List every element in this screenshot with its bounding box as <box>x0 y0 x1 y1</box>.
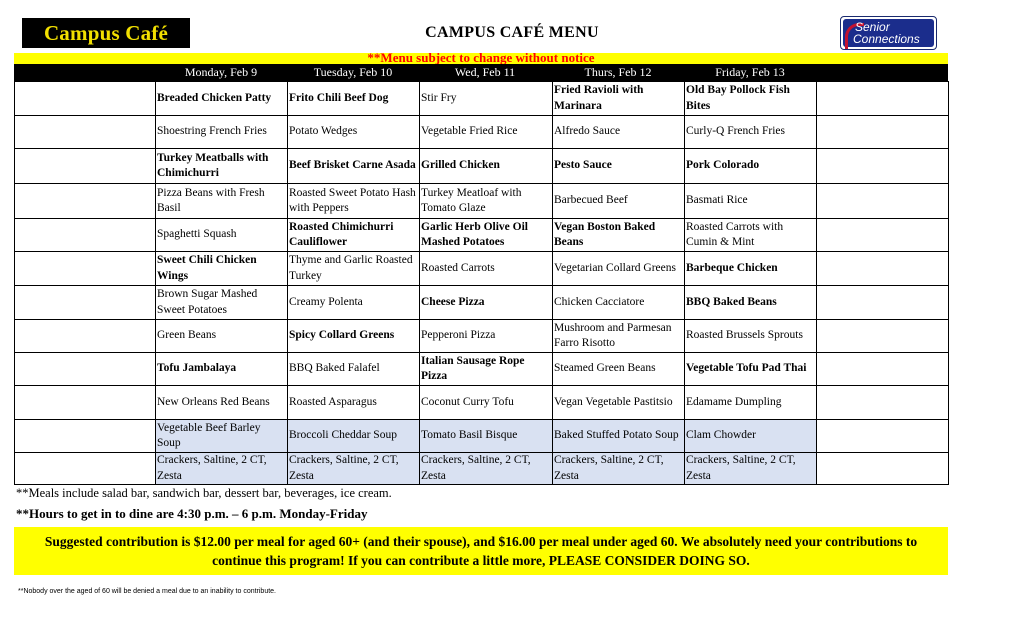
menu-row <box>15 219 949 252</box>
menu-item: Spaghetti Squash <box>156 219 288 252</box>
menu-item: Green Beans <box>156 320 288 353</box>
meals-note: **Meals include salad bar, sandwich bar, dessert bar, beverages, ice cream. <box>16 486 392 500</box>
menu-row <box>15 82 949 116</box>
empty-cell <box>15 286 156 320</box>
menu-item: Spicy Collard Greens <box>288 320 420 353</box>
menu-row <box>15 386 949 420</box>
menu-item: Coconut Curry Tofu <box>420 386 553 420</box>
empty-cell <box>817 353 949 386</box>
menu-item: Potato Wedges <box>288 116 420 149</box>
notice-text: **Menu subject to change without notice <box>367 53 595 64</box>
menu-item: Roasted Chimichurri Cauliflower <box>288 219 420 252</box>
menu-item: BBQ Baked Falafel <box>288 353 420 386</box>
notice-banner <box>14 53 948 64</box>
empty-cell <box>817 420 949 453</box>
menu-table <box>14 81 949 485</box>
empty-cell <box>15 386 156 420</box>
menu-item: Italian Sausage Rope Pizza <box>420 353 553 386</box>
menu-item: Fried Ravioli with Marinara <box>553 82 685 116</box>
contribution-banner <box>14 527 948 575</box>
empty-cell <box>15 320 156 353</box>
empty-cell <box>15 82 156 116</box>
menu-item: Grilled Chicken <box>420 149 553 184</box>
empty-cell <box>817 219 949 252</box>
empty-cell <box>817 116 949 149</box>
day-header-thursday: Thurs, Feb 12 <box>584 65 652 79</box>
empty-cell <box>15 353 156 386</box>
logo-line-1: Senior <box>855 20 890 34</box>
menu-item: Frito Chili Beef Dog <box>288 82 420 116</box>
day-header-friday: Friday, Feb 13 <box>715 65 785 79</box>
menu-item: Stir Fry <box>420 82 553 116</box>
menu-row <box>15 252 949 286</box>
menu-row <box>15 149 949 184</box>
menu-item: Breaded Chicken Patty <box>156 82 288 116</box>
day-header-wednesday: Wed, Feb 11 <box>454 65 516 79</box>
menu-item: Basmati Rice <box>685 184 817 219</box>
menu-item: Steamed Green Beans <box>553 353 685 386</box>
menu-item: Crackers, Saltine, 2 CT, Zesta <box>420 453 553 485</box>
menu-item: Vegetable Fried Rice <box>420 116 553 149</box>
menu-item: Crackers, Saltine, 2 CT, Zesta <box>156 453 288 485</box>
menu-item: Turkey Meatloaf with Tomato Glaze <box>420 184 553 219</box>
hours-note: **Hours to get in to dine are 4:30 p.m. – 6 p.m. Monday-Friday <box>16 506 368 521</box>
empty-cell <box>15 219 156 252</box>
menu-item: Alfredo Sauce <box>553 116 685 149</box>
menu-item: Vegetable Beef Barley Soup <box>156 420 288 453</box>
menu-row <box>15 184 949 219</box>
menu-item: Roasted Sweet Potato Hash with Peppers <box>288 184 420 219</box>
menu-item: Broccoli Cheddar Soup <box>288 420 420 453</box>
menu-item: Tomato Basil Bisque <box>420 420 553 453</box>
menu-item: Vegan Boston Baked Beans <box>553 219 685 252</box>
menu-item: Pepperoni Pizza <box>420 320 553 353</box>
menu-item: Garlic Herb Olive Oil Mashed Potatoes <box>420 219 553 252</box>
menu-item: Baked Stuffed Potato Soup <box>553 420 685 453</box>
empty-cell <box>817 386 949 420</box>
menu-item: Cheese Pizza <box>420 286 553 320</box>
logo-line-2: Connections <box>853 32 920 46</box>
menu-item: Barbecued Beef <box>553 184 685 219</box>
day-header-tuesday: Tuesday, Feb 10 <box>313 65 393 79</box>
menu-item: Sweet Chili Chicken Wings <box>156 252 288 286</box>
empty-cell <box>15 149 156 184</box>
empty-cell <box>817 252 949 286</box>
day-header-monday: Monday, Feb 9 <box>184 65 258 79</box>
empty-cell <box>817 320 949 353</box>
menu-item: BBQ Baked Beans <box>685 286 817 320</box>
menu-item: Brown Sugar Mashed Sweet Potatoes <box>156 286 288 320</box>
menu-item: Pesto Sauce <box>553 149 685 184</box>
menu-item: Thyme and Garlic Roasted Turkey <box>288 252 420 286</box>
menu-item: Tofu Jambalaya <box>156 353 288 386</box>
fine-print: **Nobody over the aged of 60 will be denied a meal due to an inability to contribute. <box>18 588 277 595</box>
menu-item: New Orleans Red Beans <box>156 386 288 420</box>
menu-item: Vegetable Tofu Pad Thai <box>685 353 817 386</box>
day-header-row <box>14 64 948 81</box>
menu-item: Edamame Dumpling <box>685 386 817 420</box>
menu-row <box>15 286 949 320</box>
campus-cafe-logo-text: Campus Café <box>43 20 169 45</box>
menu-item: Pork Colorado <box>685 149 817 184</box>
menu-item: Clam Chowder <box>685 420 817 453</box>
menu-item: Old Bay Pollock Fish Bites <box>685 82 817 116</box>
empty-cell <box>15 453 156 485</box>
senior-connections-logo <box>840 16 937 50</box>
page-title: CAMPUS CAFÉ MENU <box>425 24 599 41</box>
menu-item: Barbeque Chicken <box>685 252 817 286</box>
menu-item: Beef Brisket Carne Asada <box>288 149 420 184</box>
menu-item: Vegetarian Collard Greens <box>553 252 685 286</box>
menu-item: Roasted Brussels Sprouts <box>685 320 817 353</box>
menu-item: Shoestring French Fries <box>156 116 288 149</box>
menu-item: Roasted Carrots with Cumin & Mint <box>685 219 817 252</box>
menu-item: Crackers, Saltine, 2 CT, Zesta <box>685 453 817 485</box>
empty-cell <box>15 420 156 453</box>
menu-item: Chicken Cacciatore <box>553 286 685 320</box>
menu-row <box>15 353 949 386</box>
empty-cell <box>15 252 156 286</box>
menu-item: Vegan Vegetable Pastitsio <box>553 386 685 420</box>
contribution-text: Suggested contribution is $12.00 per meal for aged 60+ (and their spouse), and $16.00 per meal under aged 60. We absolutely need your contributions to continue this program! If you can contribute a little more, PLEASE CONSIDER DOING SO. <box>44 534 918 568</box>
empty-cell <box>817 184 949 219</box>
empty-cell <box>15 184 156 219</box>
empty-cell <box>817 149 949 184</box>
menu-item: Roasted Asparagus <box>288 386 420 420</box>
empty-cell <box>15 116 156 149</box>
menu-row <box>15 453 949 485</box>
empty-cell <box>817 82 949 116</box>
menu-item: Creamy Polenta <box>288 286 420 320</box>
menu-item: Turkey Meatballs with Chimichurri <box>156 149 288 184</box>
menu-row <box>15 116 949 149</box>
menu-item: Mushroom and Parmesan Farro Risotto <box>553 320 685 353</box>
empty-cell <box>817 453 949 485</box>
menu-item: Roasted Carrots <box>420 252 553 286</box>
menu-item: Crackers, Saltine, 2 CT, Zesta <box>288 453 420 485</box>
menu-item: Pizza Beans with Fresh Basil <box>156 184 288 219</box>
menu-item: Crackers, Saltine, 2 CT, Zesta <box>553 453 685 485</box>
menu-row <box>15 420 949 453</box>
menu-item: Curly-Q French Fries <box>685 116 817 149</box>
menu-row <box>15 320 949 353</box>
empty-cell <box>817 286 949 320</box>
